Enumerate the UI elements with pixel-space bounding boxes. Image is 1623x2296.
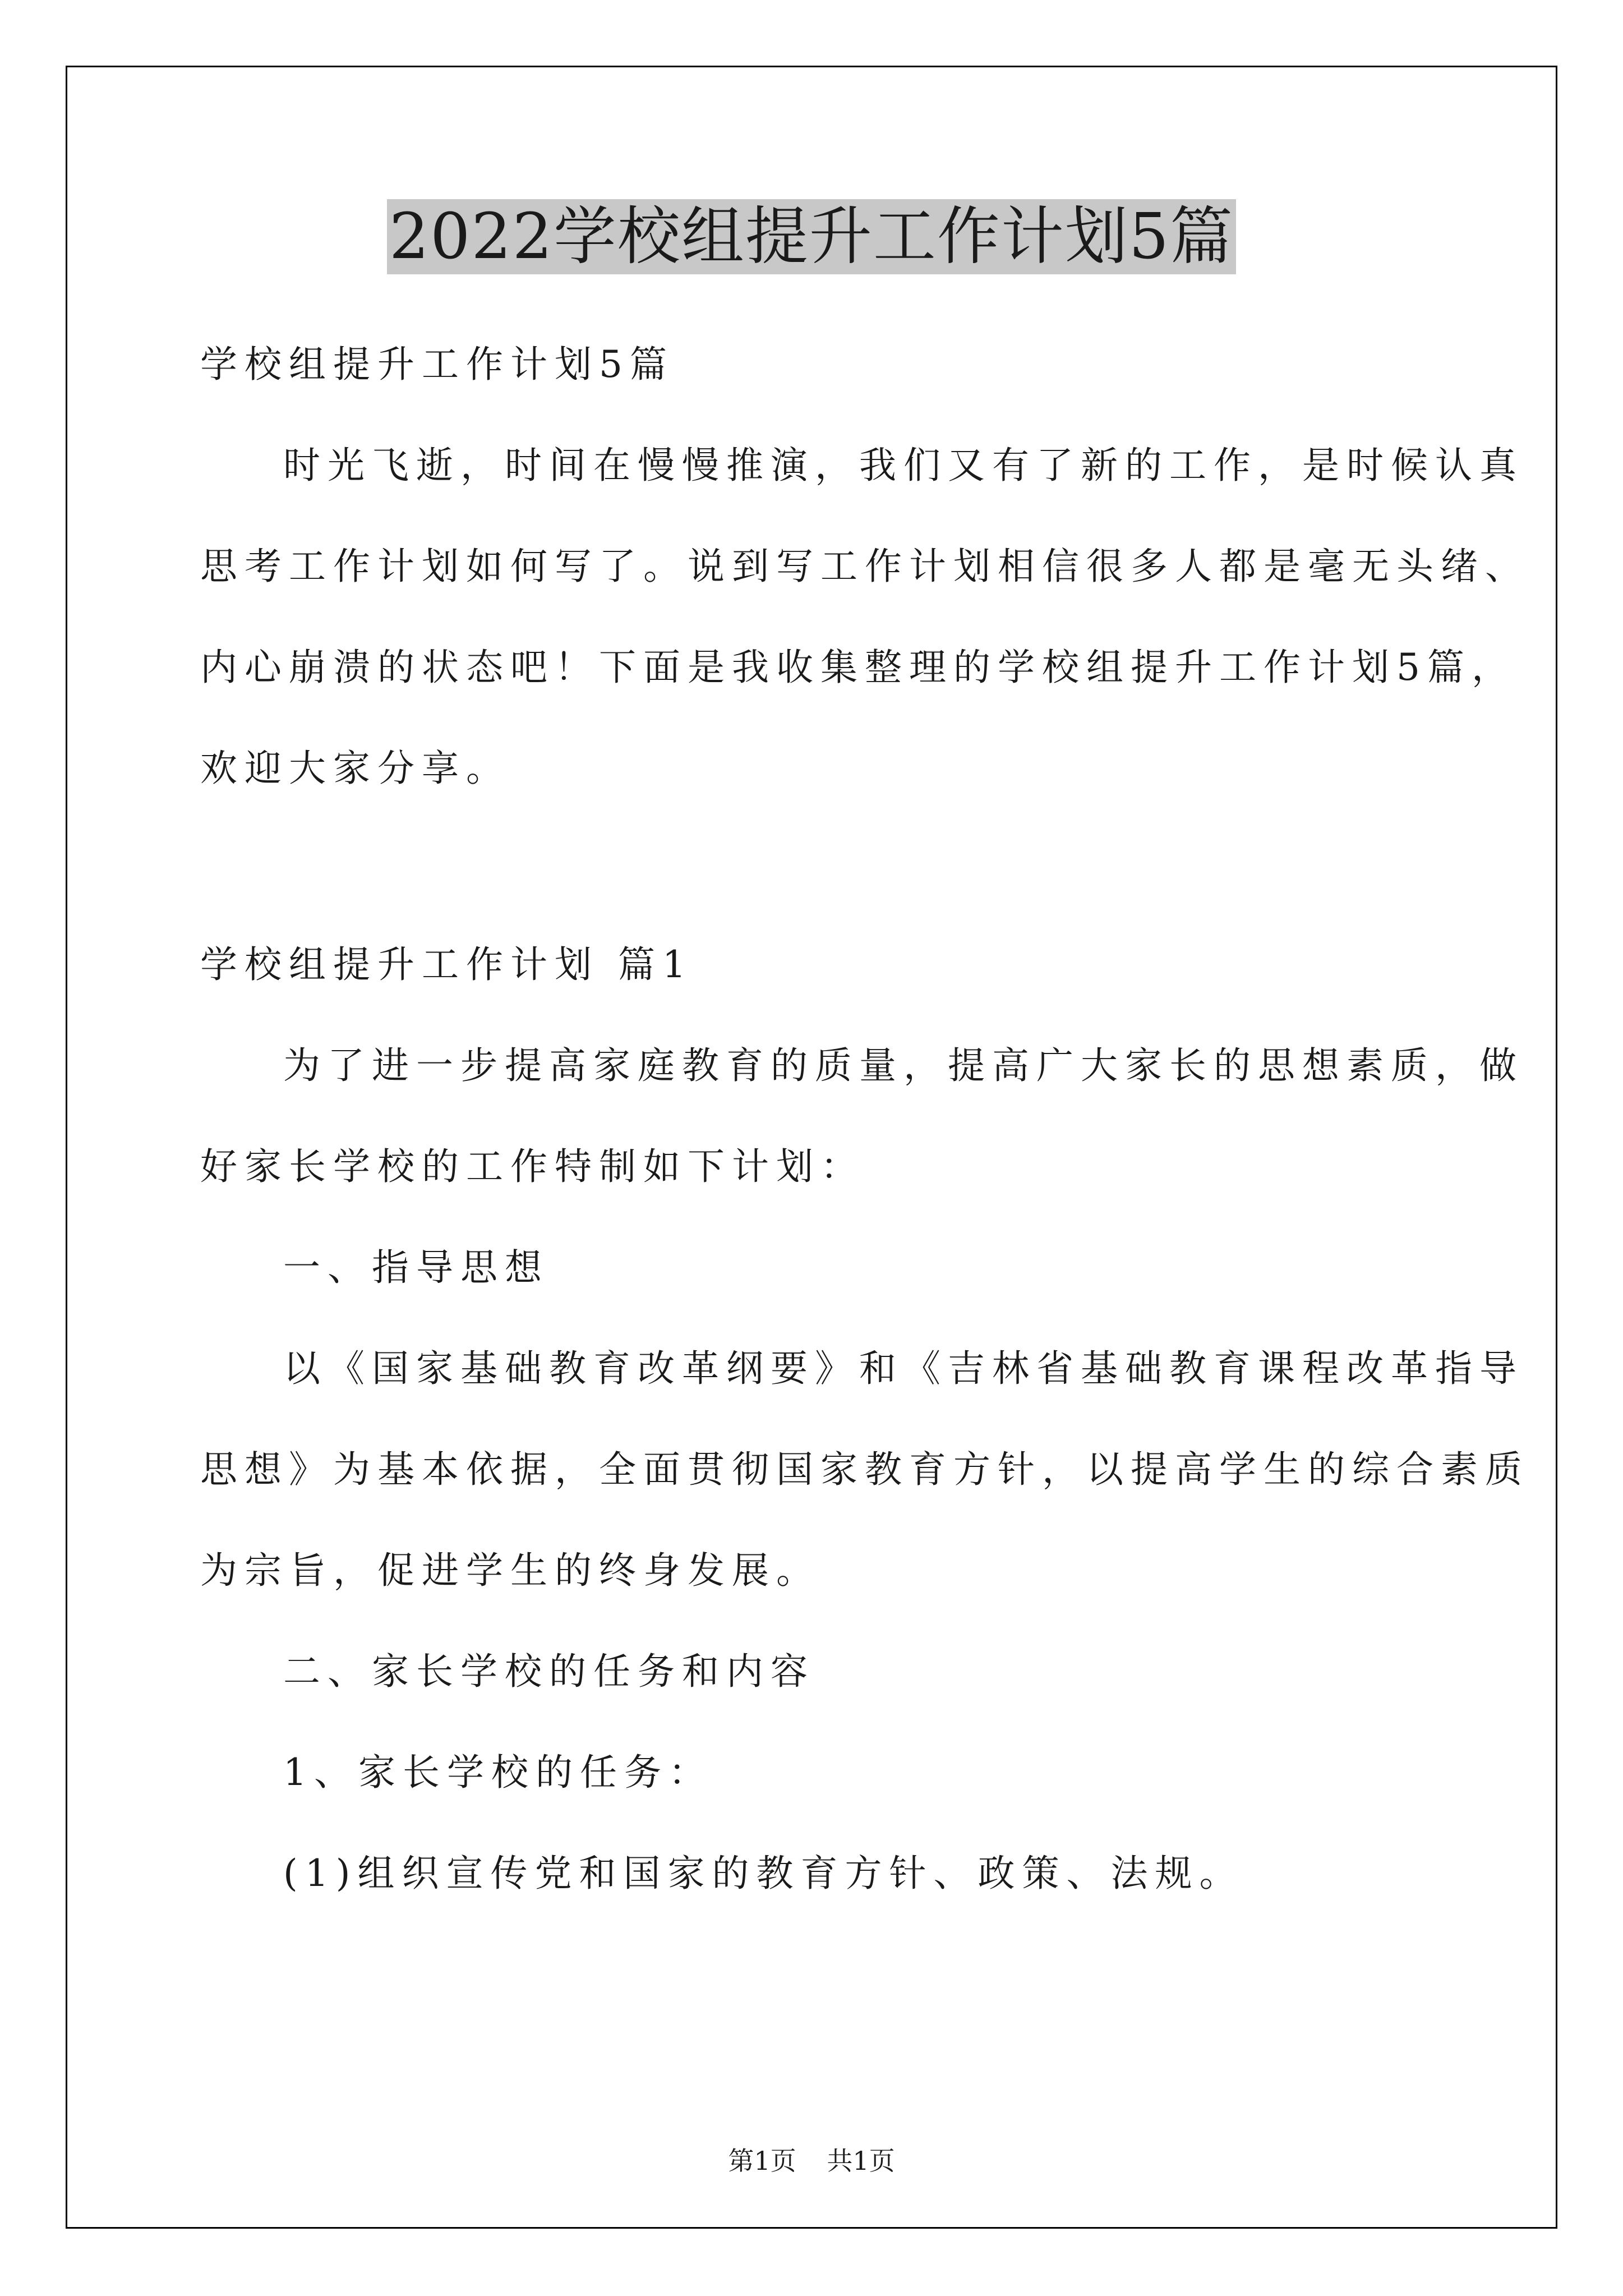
section-line: 为了进一步提高家庭教育的质量，提高广大家长的思想素质，做 <box>283 1044 1524 1087</box>
intro-line: 时光飞逝，时间在慢慢推演，我们又有了新的工作，是时候认真 <box>283 444 1524 487</box>
section-line: 思想》为基本依据，全面贯彻国家教育方针，以提高学生的综合素质 <box>200 1448 1529 1491</box>
intro-line: 欢迎大家分享。 <box>200 747 510 790</box>
section-line: (1)组织宣传党和国家的教育方针、政策、法规。 <box>283 1852 1244 1895</box>
section-line: 以《国家基础教育改革纲要》和《吉林省基础教育课程改革指导 <box>283 1347 1524 1390</box>
document-subtitle: 学校组提升工作计划5篇 <box>200 343 674 386</box>
title-container <box>0 199 1623 274</box>
page-footer <box>0 2144 1623 2178</box>
section-line: 1、家长学校的任务： <box>283 1751 713 1794</box>
section-heading: 学校组提升工作计划 篇1 <box>200 943 693 986</box>
section-line: 二、家长学校的任务和内容 <box>283 1650 815 1693</box>
intro-line: 思考工作计划如何写了。说到写工作计划相信很多人都是毫无头绪、 <box>200 545 1529 588</box>
section-line: 好家长学校的工作特制如下计划： <box>200 1145 865 1188</box>
page-number: 第1页 <box>728 2146 796 2176</box>
intro-line: 内心崩溃的状态吧！下面是我收集整理的学校组提升工作计划5篇， <box>200 646 1516 689</box>
paragraph-gap <box>200 819 1428 914</box>
section-line: 一、指导思想 <box>283 1246 549 1289</box>
section-line: 为宗旨，促进学生的终身发展。 <box>200 1549 820 1592</box>
document-title: 2022学校组提升工作计划5篇 <box>387 199 1236 274</box>
page-total: 共1页 <box>827 2146 895 2176</box>
document-body <box>200 314 1529 1924</box>
